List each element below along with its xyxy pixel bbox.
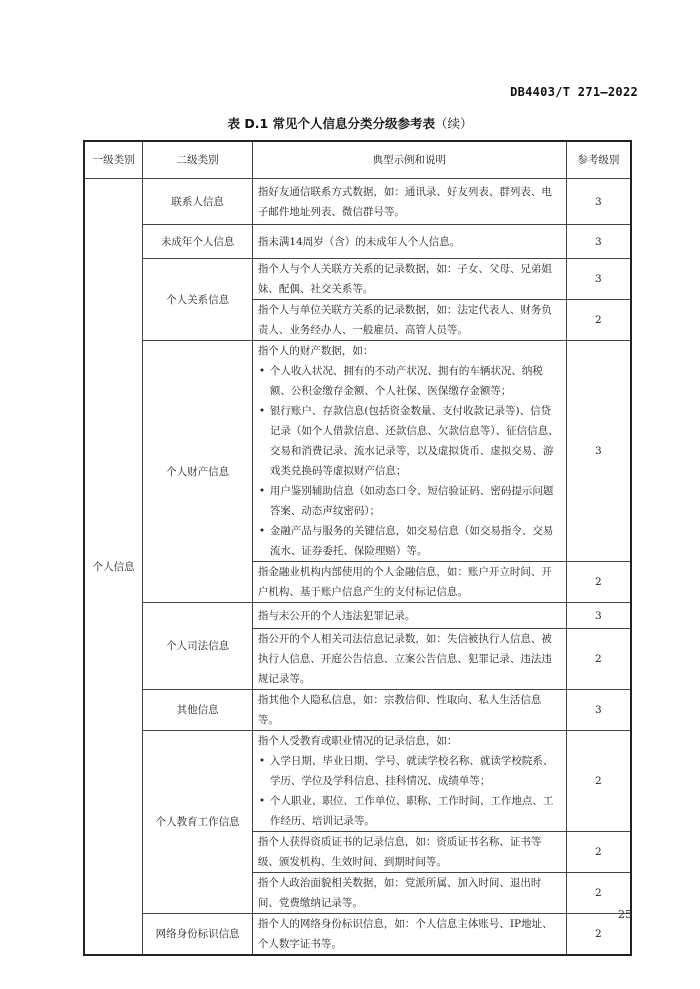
classification-table xyxy=(83,140,632,956)
table-row xyxy=(84,259,631,300)
description-cell: 指个人与个人关联方关系的记录数据，如：子女、父母、兄弟姐妹、配偶、社交关系等。 xyxy=(252,259,566,300)
level2-category-cell: 个人司法信息 xyxy=(143,603,253,690)
description-intro: 指个人的财产数据，如： xyxy=(257,345,374,357)
reference-level-cell: 2 xyxy=(566,832,631,873)
header-level2-category: 二级类别 xyxy=(143,141,253,179)
table-row xyxy=(84,690,631,731)
reference-level-cell: 3 xyxy=(566,341,631,562)
level2-category-cell: 未成年个人信息 xyxy=(143,225,253,259)
bullet-item: • 金融产品与服务的关键信息，如交易信息（如交易指令、交易流水、证券委托、保险理赔）等。 xyxy=(258,521,561,561)
description-cell: 指公开的个人相关司法信息记录数，如：失信被执行人信息、被执行人信息、开庭公告信息、立案公告信息、犯罪记录、违法违规记录等。 xyxy=(252,629,566,690)
table-row xyxy=(84,225,631,259)
description-cell: 指未满14周岁（含）的未成年人个人信息。 xyxy=(252,225,566,259)
reference-level-cell: 3 xyxy=(566,603,631,629)
description-cell: 指与未公开的个人违法犯罪记录。 xyxy=(252,603,566,629)
table-row xyxy=(84,603,631,629)
description-cell: 指个人与单位关联方关系的记录数据，如：法定代表人、财务负责人、业务经办人、一般雇员、高管人员等。 xyxy=(252,300,566,341)
reference-level-cell: 3 xyxy=(566,225,631,259)
description-cell: 指好友通信联系方式数据，如：通讯录、好友列表、群列表、电子邮件地址列表、微信群号等。 xyxy=(252,179,566,225)
table-header-row xyxy=(84,141,631,179)
header-reference-level: 参考级别 xyxy=(566,141,631,179)
level1-category-cell: 个人信息 xyxy=(84,179,143,956)
description-cell: 指个人获得资质证书的记录信息，如：资质证书名称、证书等级、颁发机构、生效时间、到期时间等。 xyxy=(252,832,566,873)
level2-category-cell: 其他信息 xyxy=(143,690,253,731)
document-id: DB4403/T 271—2022 xyxy=(510,85,638,99)
bullet-item: • 银行账户、存款信息(包括资金数量、支付收款记录等)、信贷记录（如个人借款信息、还款信息、欠款信息等）、征信信息、交易和消费记录、流水记录等，以及虚拟货币、虚拟交易、游戏类兑换码等虚拟财产信息； xyxy=(258,401,561,481)
description-cell xyxy=(252,731,566,832)
reference-level-cell: 2 xyxy=(566,629,631,690)
page-number: 25 xyxy=(618,908,632,921)
reference-level-cell: 3 xyxy=(566,690,631,731)
reference-level-cell: 2 xyxy=(566,562,631,603)
description-cell: 指金融业机构内部使用的个人金融信息，如：账户开立时间、开户机构、基于账户信息产生的支付标记信息。 xyxy=(252,562,566,603)
bullet-item: • 用户鉴别辅助信息（如动态口令、短信验证码、密码提示问题答案、动态声纹密码）； xyxy=(258,481,561,521)
table-row xyxy=(84,341,631,562)
description-intro: 指个人受教育或职业情况的记录信息，如： xyxy=(257,735,458,747)
level2-category-cell: 网络身份标识信息 xyxy=(143,914,253,956)
table-row xyxy=(84,179,631,225)
level2-category-cell: 个人财产信息 xyxy=(143,341,253,603)
reference-level-cell: 2 xyxy=(566,873,631,914)
level2-category-cell: 联系人信息 xyxy=(143,179,253,225)
description-cell: 指个人政治面貌相关数据，如：党派所属、加入时间、退出时间、党费缴纳记录等。 xyxy=(252,873,566,914)
header-examples: 典型示例和说明 xyxy=(252,141,566,179)
level2-category-cell: 个人教育工作信息 xyxy=(143,731,253,914)
bullet-item: • 个人收入状况、拥有的不动产状况、拥有的车辆状况、纳税额、公积金缴存金额、个人社保、医保缴存金额等； xyxy=(258,361,561,401)
table-title xyxy=(0,114,700,132)
header-level1-category: 一级类别 xyxy=(84,141,143,179)
reference-level-cell: 2 xyxy=(566,731,631,832)
description-cell: 指其他个人隐私信息，如：宗教信仰、性取向、私人生活信息等。 xyxy=(252,690,566,731)
table-title-continued: （续） xyxy=(435,116,473,131)
table-title-text: 表 D.1 常见个人信息分类分级参考表 xyxy=(227,116,435,131)
table-row xyxy=(84,731,631,832)
description-cell: 指个人的网络身份标识信息，如：个人信息主体账号、IP地址、个人数字证书等。 xyxy=(252,914,566,956)
bullet-item: • 个人职业、职位、工作单位、职称、工作时间、工作地点、工作经历、培训记录等。 xyxy=(258,791,561,831)
reference-level-cell: 2 xyxy=(566,914,631,956)
level2-category-cell: 个人关系信息 xyxy=(143,259,253,341)
description-cell xyxy=(252,341,566,562)
reference-level-cell: 3 xyxy=(566,259,631,300)
bullet-item: • 入学日期、毕业日期、学号、就读学校名称、就读学校院系、学历、学位及学科信息、挂科情况、成绩单等； xyxy=(258,751,561,791)
reference-level-cell: 2 xyxy=(566,300,631,341)
table-row xyxy=(84,914,631,956)
reference-level-cell: 3 xyxy=(566,179,631,225)
